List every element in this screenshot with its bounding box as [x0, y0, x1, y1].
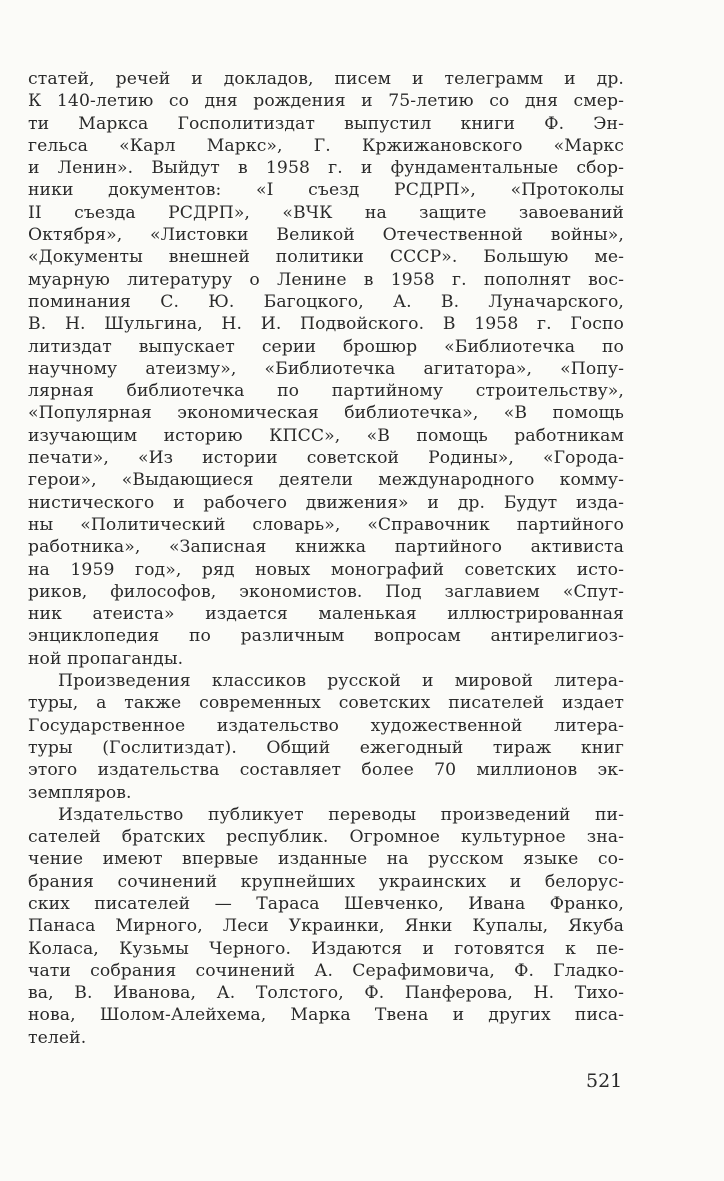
- text-line: ва, В. Иванова, А. Толстого, Ф. Панферова, Н. Тихо-: [28, 983, 624, 1004]
- text-line: энциклопедия по различным вопросам антирелигиоз-: [28, 626, 624, 647]
- text-line: брания сочинений крупнейших украинских и белорус-: [28, 871, 624, 892]
- text-line: ник атеиста» издается маленькая иллюстрированная: [28, 604, 624, 625]
- text-line: телей.: [28, 1027, 87, 1048]
- text-line: земпляров.: [28, 782, 132, 803]
- text-line: муарную литературу о Ленине в 1958 г. пополнят вос-: [28, 269, 624, 290]
- text-line: изучающим историю КПСС», «В помощь работникам: [28, 425, 624, 446]
- text-line: нистического и рабочего движения» и др. Будут изда-: [28, 492, 624, 513]
- page-number: 521: [586, 1070, 623, 1092]
- text-line: ских писателей — Тараса Шевченко, Ивана Франко,: [28, 893, 624, 914]
- text-line: и Ленин». Выйдут в 1958 г. и фундаментальные сбор-: [28, 158, 624, 179]
- text-line: ной пропаганды.: [28, 648, 184, 669]
- text-line: герои», «Выдающиеся деятели международного комму-: [28, 470, 624, 491]
- body-text: [28, 68, 624, 1049]
- text-line: сателей братских республик. Огромное культурное зна-: [28, 827, 624, 848]
- text-line: этого издательства составляет более 70 миллионов эк-: [28, 760, 624, 781]
- text-line: поминания С. Ю. Багоцкого, А. В. Луначарского,: [28, 291, 624, 312]
- text-line: II съезда РСДРП», «ВЧК на защите завоеваний: [28, 202, 624, 223]
- text-line: на 1959 год», ряд новых монографий советских исто-: [28, 559, 624, 580]
- text-line: работника», «Записная книжка партийного активиста: [28, 537, 624, 558]
- text-line: чение имеют впервые изданные на русском языке со-: [28, 849, 624, 870]
- text-line: «Популярная экономическая библиотечка», «В помощь: [28, 403, 624, 424]
- text-line: лярная библиотечка по партийному строительству»,: [28, 381, 624, 402]
- text-line: Государственное издательство художественной литера-: [28, 715, 624, 736]
- text-line: статей, речей и докладов, писем и телеграмм и др.: [28, 69, 624, 89]
- text-line: К 140-летию со дня рождения и 75-летию со дня смер-: [28, 91, 624, 112]
- text-line: нова, Шолом-Алейхема, Марка Твена и других писа-: [28, 1005, 624, 1026]
- paragraph-1: [28, 68, 624, 670]
- text-line: Коласа, Кузьмы Черного. Издаются и готовятся к пе-: [28, 938, 624, 959]
- text-line: ти Маркса Госполитиздат выпустил книги Ф. Эн-: [28, 113, 624, 134]
- paragraph-3: [28, 804, 624, 1049]
- text-line: ны «Политический словарь», «Справочник партийного: [28, 514, 624, 535]
- text-line: В. Н. Шульгина, Н. И. Подвойского. В 1958 г. Госпо: [28, 314, 624, 335]
- text-line: Произведения классиков русской и мировой литера-: [58, 671, 624, 692]
- text-line: риков, философов, экономистов. Под заглавием «Спут-: [28, 581, 624, 602]
- text-line: «Документы внешней политики СССР». Большую ме-: [28, 247, 624, 268]
- text-line: туры (Гослитиздат). Общий ежегодный тираж книг: [28, 737, 624, 758]
- text-line: литиздат выпускает серии брошюр «Библиотечка по: [28, 336, 624, 357]
- text-line: печати», «Из истории советской Родины», «Города-: [28, 448, 624, 469]
- text-line: чати собрания сочинений А. Серафимовича, Ф. Гладко-: [28, 960, 624, 981]
- text-line: Панаса Мирного, Леси Украинки, Янки Купалы, Якуба: [28, 916, 624, 937]
- paragraph-2: [28, 670, 624, 804]
- text-line: гельса «Карл Маркс», Г. Кржижановского «Маркс: [28, 135, 624, 156]
- text-line: научному атеизму», «Библиотечка агитатора», «Попу-: [28, 358, 624, 379]
- text-line: ники документов: «I съезд РСДРП», «Протоколы: [28, 180, 624, 201]
- text-line: Издательство публикует переводы произведений пи-: [58, 804, 624, 825]
- text-line: туры, а также современных советских писателей издает: [28, 693, 624, 714]
- text-line: Октября», «Листовки Великой Отечественной войны»,: [28, 225, 624, 246]
